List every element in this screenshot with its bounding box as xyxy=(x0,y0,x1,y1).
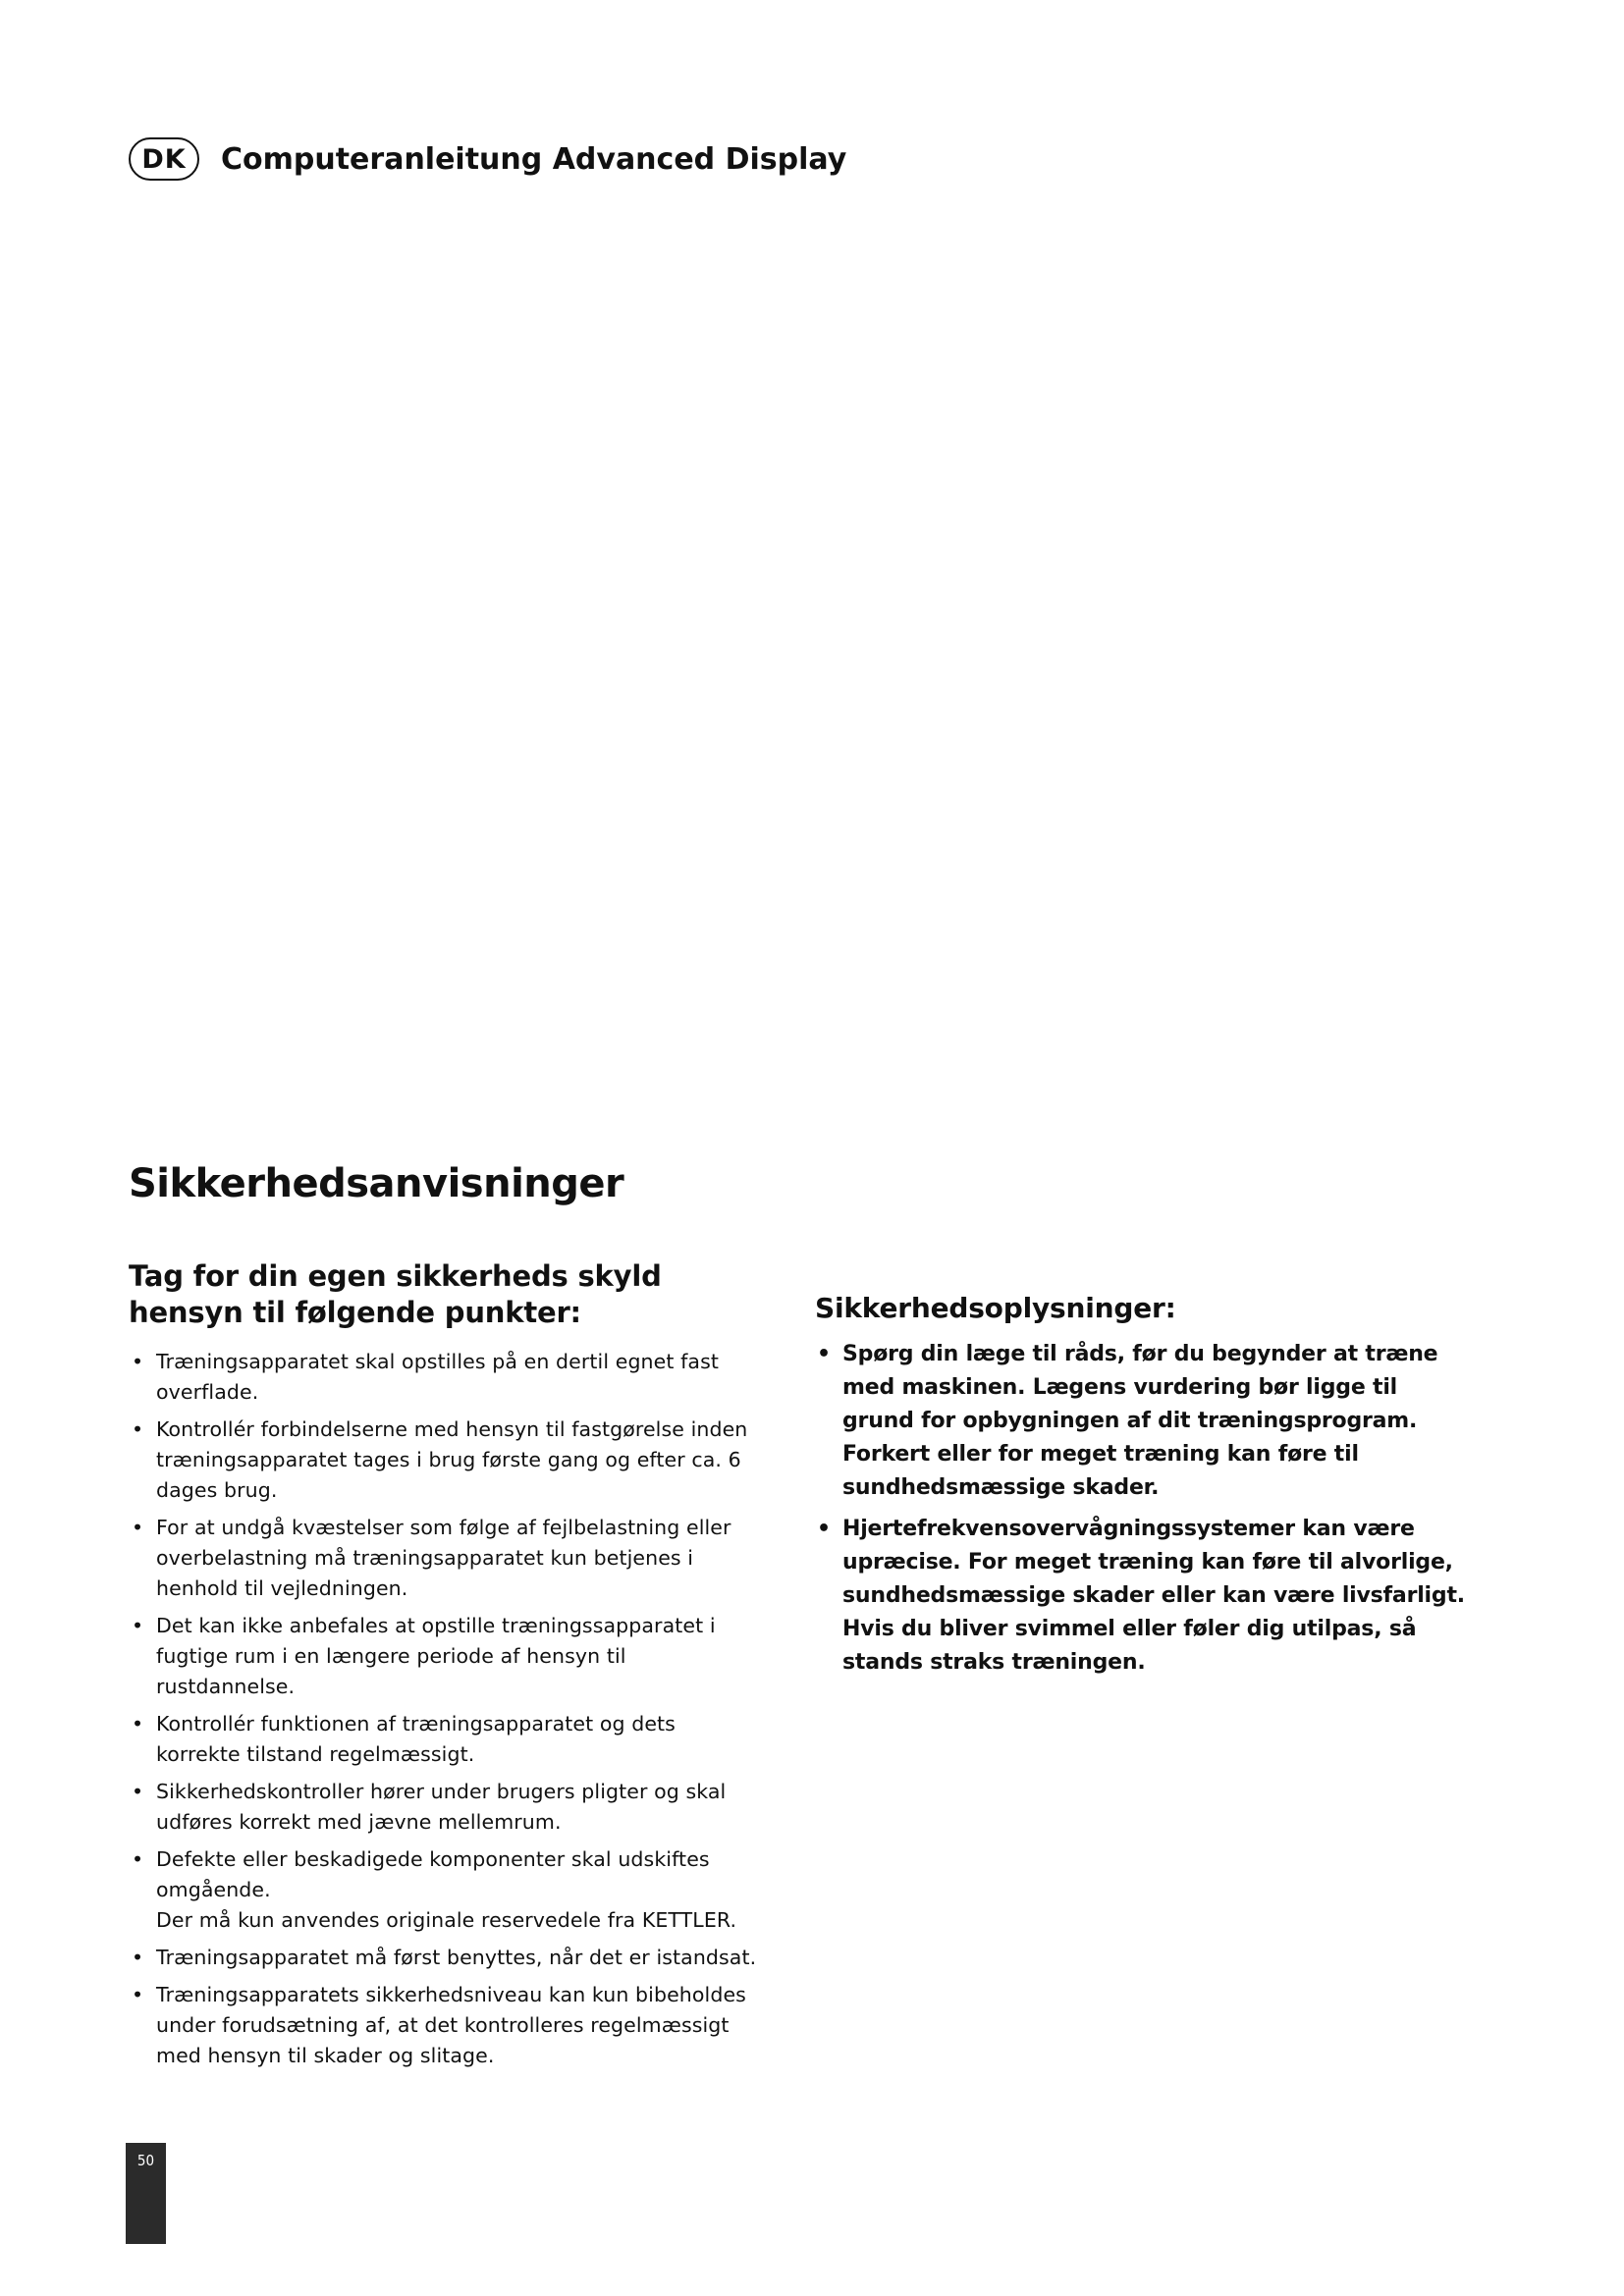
safety-instructions-column xyxy=(129,1258,765,2078)
list-item xyxy=(129,1347,765,1408)
section-title: Sikkerhedsanvisninger xyxy=(129,1161,624,1206)
document-title: Computeranleitung Advanced Display xyxy=(221,141,847,177)
list-item xyxy=(129,1415,765,1506)
list-item xyxy=(129,1611,765,1702)
list-item xyxy=(129,1709,765,1770)
page-header xyxy=(129,137,846,181)
safety-instructions-heading: Tag for din egen sikkerheds skyld hensyn til følgende punkter: xyxy=(129,1259,662,1330)
list-item-text: Træningsapparatet må først benyttes, når det er istandsat. xyxy=(156,1946,757,1970)
list-item xyxy=(129,1943,765,1973)
list-item xyxy=(129,1844,765,1936)
list-item xyxy=(129,1980,765,2071)
list-item-text: Kontrollér funktionen af træningsapparatet og dets korrekte tilstand regelmæssigt. xyxy=(156,1712,676,1767)
list-item-text: Sikkerhedskontroller hører under brugers pligter og skal udføres korrekt med jævne mellemrum. xyxy=(156,1780,727,1835)
list-item xyxy=(129,1513,765,1604)
list-item-text: Defekte eller beskadigede komponenter skal udskiftes omgående. xyxy=(156,1847,710,1902)
list-item: • Spørg din læge til råds, før du begynder at træne med maskinen. Lægens vurdering bør ligge til grund for opbygningen af dit træningsprogram. Forkert eller for meget træning kan føre til sundhedsmæssige skader. xyxy=(815,1338,1471,1505)
list-item-text: Kontrollér forbindelserne med hensyn til fastgørelse inden træningsapparatet tages i brug første gang og efter ca. 6 dages brug. xyxy=(156,1417,748,1503)
safety-information-list xyxy=(815,1338,1471,1680)
list-item-text: Træningsapparatet skal opstilles på en dertil egnet fast overflade. xyxy=(156,1350,720,1405)
safety-information-heading: Sikkerhedsoplysninger: xyxy=(815,1292,1176,1324)
page-number: 50 xyxy=(136,2152,155,2169)
language-badge: DK xyxy=(129,137,199,181)
safety-information-column xyxy=(815,1292,1471,1687)
list-item: • Hjertefrekvensovervågningssystemer kan være upræcise. For meget træning kan føre til alvorlige, sundhedsmæssige skader eller kan være livsfarligt. Hvis du bliver svimmel eller føler dig utilpas, så stands straks træningen. xyxy=(815,1513,1471,1680)
page-number-tab xyxy=(126,2143,166,2244)
list-item xyxy=(129,1777,765,1838)
list-item-note: Der må kun anvendes originale reservedele fra KETTLER. xyxy=(156,1908,737,1933)
list-item-text: Træningsapparatets sikkerhedsniveau kan kun bibeholdes under forudsætning af, at det kontrolleres regelmæssigt med hensyn til skader og slitage. xyxy=(156,1983,746,2068)
list-item-text: For at undgå kvæstelser som følge af fejlbelastning eller overbelastning må træningsapparatet kun betjenes i henhold til vejledningen. xyxy=(156,1516,731,1601)
safety-instructions-list xyxy=(129,1347,765,2071)
list-item-text: Det kan ikke anbefales at opstille træningssapparatet i fugtige rum i en længere periode af hensyn til rustdannelse. xyxy=(156,1614,716,1699)
